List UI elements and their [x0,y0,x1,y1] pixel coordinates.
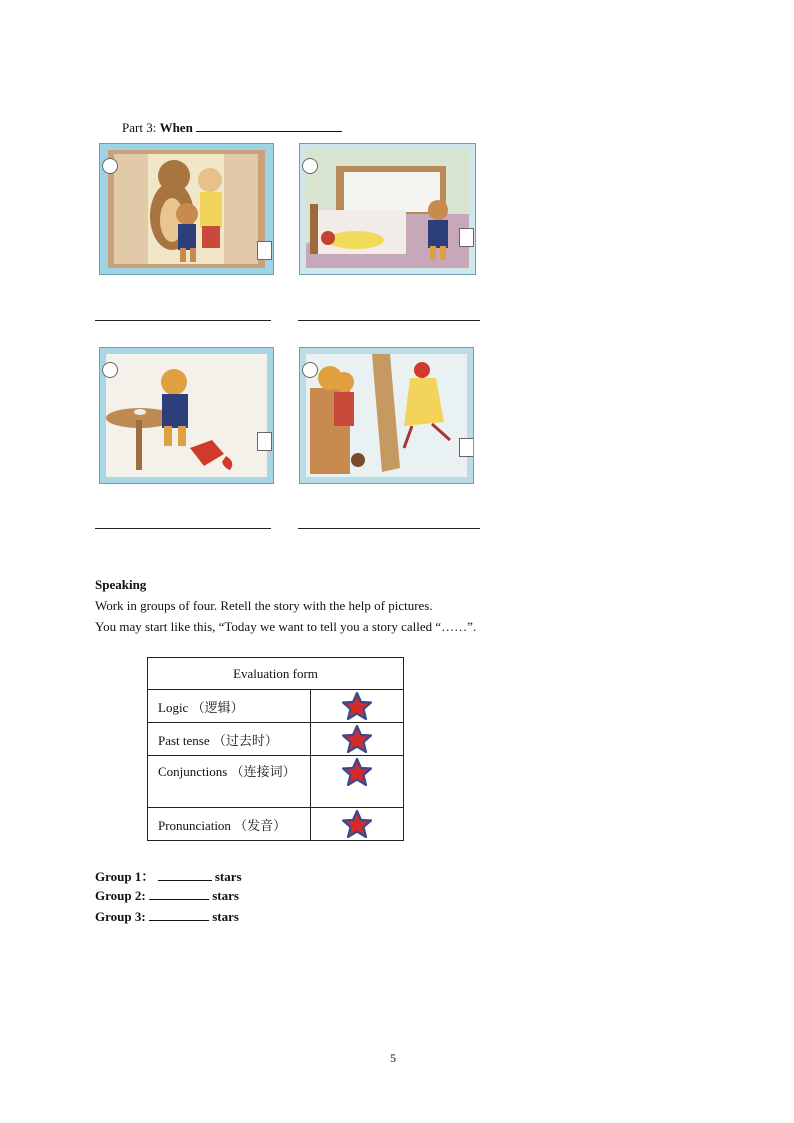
picture-2-number-circle[interactable] [302,158,318,174]
part3-heading [122,119,342,136]
star-icon[interactable] [342,758,372,786]
group-1-blank[interactable] [158,868,212,881]
evaluation-form-table [147,657,404,841]
group-3-label: Group 3: [95,909,146,924]
evaluation-row-past-tense [148,723,404,756]
evaluation-star-cell-pronunciation[interactable] [311,808,404,841]
evaluation-star-cell-past-tense[interactable] [311,723,404,756]
evaluation-label-pronunciation: Pronunciation （发音） [148,808,311,841]
evaluation-row-pronunciation [148,808,404,841]
evaluation-row-conjunctions [148,756,404,808]
part3-when: When [159,120,193,135]
group-1-line [95,866,242,885]
page-number: 5 [390,1051,396,1065]
story-picture-4 [299,347,474,484]
group-2-line [95,887,239,904]
evaluation-star-cell-conjunctions[interactable] [311,756,404,808]
story-picture-3 [99,347,274,484]
picture-1-number-circle[interactable] [102,158,118,174]
answer-line-3[interactable] [95,528,271,529]
picture-4-number-circle[interactable] [302,362,318,378]
story-picture-2 [299,143,476,275]
group-2-blank[interactable] [149,887,209,900]
answer-line-4[interactable] [298,528,480,529]
part3-blank[interactable] [196,119,342,132]
picture-4-order-box[interactable] [459,438,474,457]
evaluation-label-conjunctions: Conjunctions （连接词） [148,756,311,808]
picture-2-order-box[interactable] [459,228,474,247]
evaluation-row-logic [148,690,404,723]
evaluation-label-logic: Logic （逻辑） [148,690,311,723]
group-3-suffix: stars [212,909,239,924]
group-1-label: Group 1： [95,869,155,884]
speaking-instruction-1: Work in groups of four. Retell the story with the help of pictures. [95,598,433,613]
evaluation-label-past-tense: Past tense （过去时） [148,723,311,756]
evaluation-star-cell-logic[interactable] [311,690,404,723]
group-2-suffix: stars [212,888,239,903]
star-icon[interactable] [342,692,372,720]
group-3-blank[interactable] [149,908,209,921]
evaluation-form-title: Evaluation form [148,658,404,690]
speaking-heading: Speaking [95,577,147,592]
answer-line-1[interactable] [95,320,271,321]
part3-label: Part 3: [122,120,160,135]
group-1-suffix: stars [214,869,242,884]
speaking-instruction-2: You may start like this, “Today we want to tell you a story called “……”. [95,619,477,634]
group-2-label: Group 2: [95,888,146,903]
picture-3-number-circle[interactable] [102,362,118,378]
story-picture-1 [99,143,274,275]
star-icon[interactable] [342,725,372,753]
picture-1-order-box[interactable] [257,241,272,260]
answer-line-2[interactable] [298,320,480,321]
group-3-line [95,908,239,925]
picture-3-order-box[interactable] [257,432,272,451]
star-icon[interactable] [342,810,372,838]
